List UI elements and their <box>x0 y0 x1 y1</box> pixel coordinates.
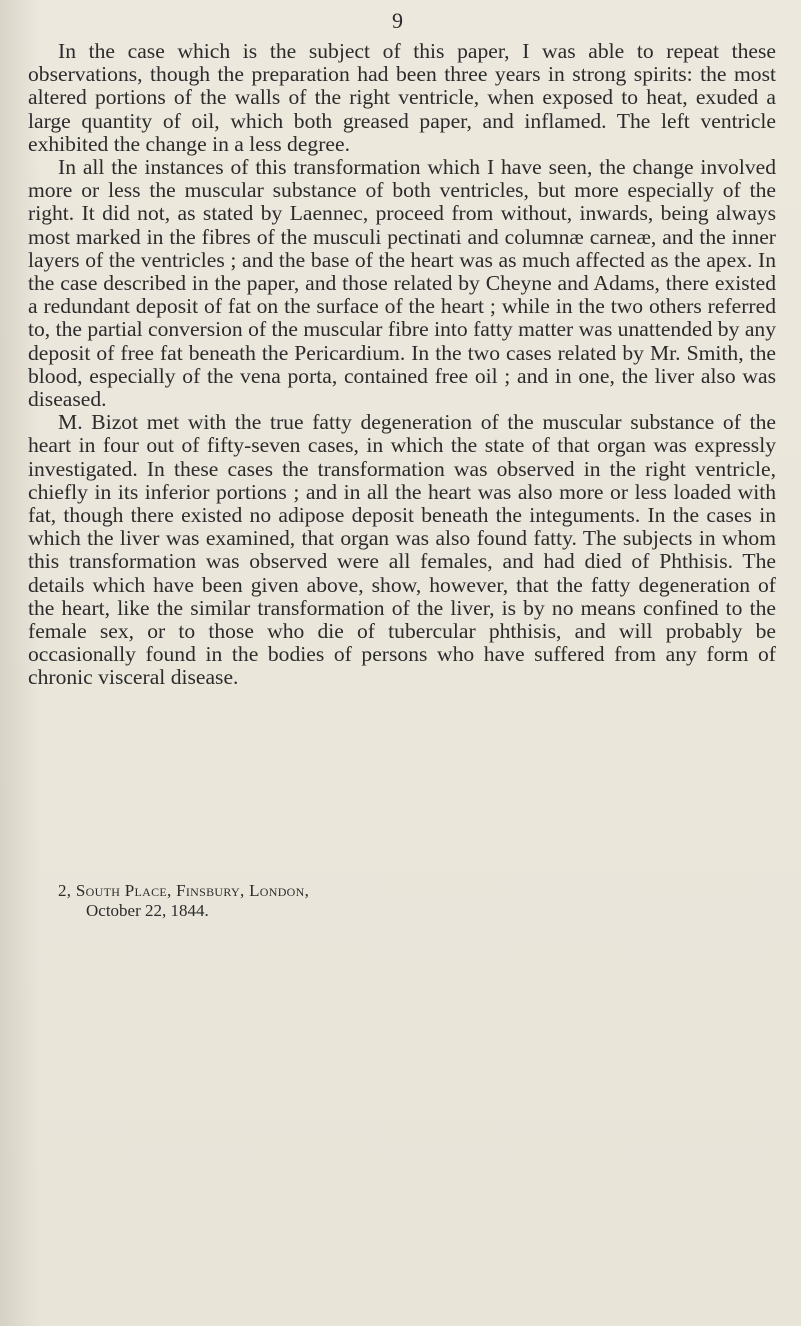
paragraph-2: In all the instances of this transformation which I have seen, the change involved more or less the muscular substance of both ventricles, but more especially of the right. It did not, as stated by Laennec, proceed from without, inwards, being always most marked in the fibres of the musculi pectinati and columnæ carneæ, and the inner layers of the ventricles ; and the base of the heart was as much affected as the apex. In the case described in the paper, and those related by Cheyne and Adams, there existed a redundant deposit of fat on the surface of the heart ; while in the two others referred to, the partial conversion of the muscular fibre into fatty matter was unattended by any deposit of free fat beneath the Pericardium. In the two cases related by Mr. Smith, the blood, especially of the vena porta, contained free oil ; and in one, the liver also was diseased. <box>28 155 776 412</box>
signoff-address: 2, South Place, Finsbury, London, <box>58 881 310 900</box>
page-number: 9 <box>392 8 403 33</box>
paragraph-3: M. Bizot met with the true fatty degeneration of the muscular substance of the heart in four out of fifty-seven cases, in which the state of that organ was expressly investigated. In these cases the transformation was observed in the right ventricle, chiefly in its inferior portions ; and in all the heart was also more or less loaded with fat, though there existed no adipose deposit beneath the integuments. In the cases in which the liver was examined, that organ was also found fatty. The subjects in whom this transformation was observed were all females, and had died of Phthisis. The details which have been given above, show, however, that the fatty degeneration of the heart, like the similar transformation of the liver, is by no means confined to the female sex, or to those who die of tubercular phthisis, and will probably be occasionally found in the bodies of persons who have suffered from any form of chronic visceral disease. <box>28 410 776 690</box>
signoff-date: October 22, 1844. <box>86 901 209 920</box>
signoff <box>58 881 309 921</box>
body-text <box>28 40 776 690</box>
paragraph-1: In the case which is the subject of this paper, I was able to repeat these observations, though the preparation had been three years in strong spirits: the most altered portions of the walls of the right ventricle, when exposed to heat, exuded a large quantity of oil, which both greased paper, and inflamed. The left ventricle exhibited the change in a less degree. <box>28 39 776 156</box>
